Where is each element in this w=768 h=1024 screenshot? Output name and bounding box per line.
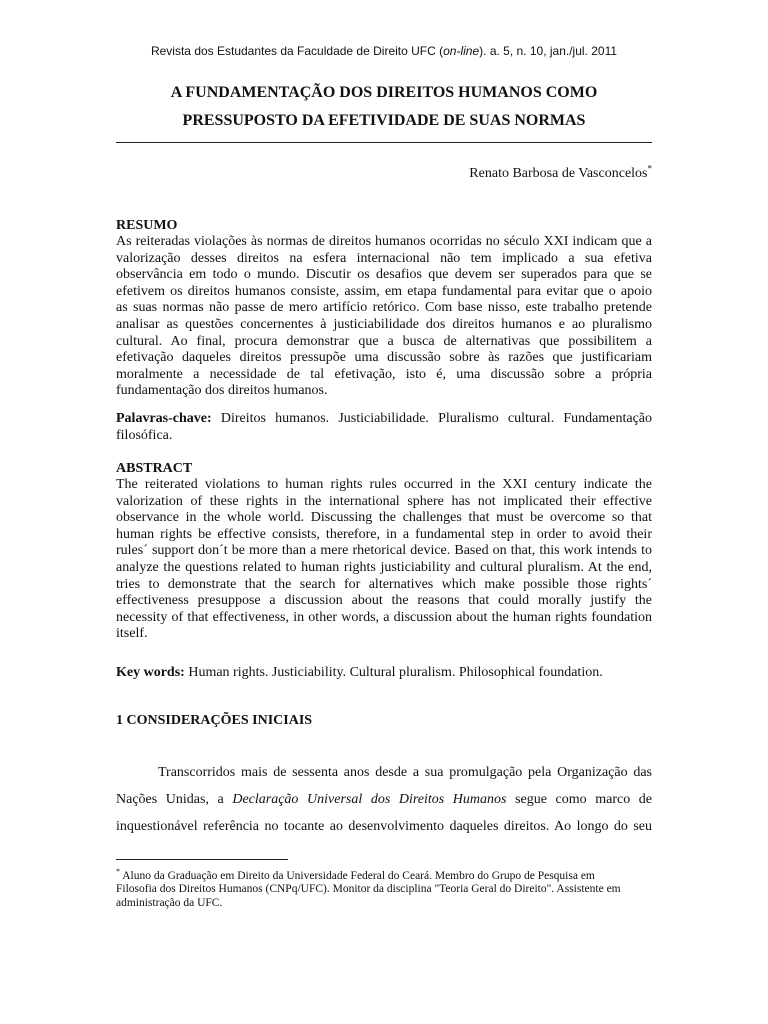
abstract-line: human rights be effective consists, therefore, in a fundamental step in order to avoid their <box>116 526 652 542</box>
resumo-heading: RESUMO <box>116 218 178 233</box>
body-line: Transcorridos mais de sessenta anos desde a sua promulgação pela Organização das <box>158 765 652 780</box>
paper-title-line-1: A FUNDAMENTAÇÃO DOS DIREITOS HUMANOS COMO <box>170 84 598 101</box>
resumo-line: observância em todo o mundo. Discutir os desafios que devem ser superados para que se <box>116 267 652 283</box>
paper-title-line-2: PRESSUPOSTO DA EFETIVIDADE DE SUAS NORMAS <box>182 112 586 129</box>
declaration-title: Declaração Universal dos Direitos Humanos <box>232 792 507 807</box>
abstract-line: observance in the whole world. Discussing the challenges that must be overcome so that <box>116 510 652 526</box>
key-words <box>116 665 652 682</box>
resumo-line: fundamentação dos direitos humanos. <box>116 383 328 399</box>
author-footnote-mark[interactable]: * <box>647 163 652 174</box>
abstract-line: analyze the questions related to human rights justiciability and cultural pluralism. At the end, <box>116 559 652 575</box>
author-name: Renato Barbosa de Vasconcelos <box>469 166 648 181</box>
palavras-chave-label: Palavras-chave: <box>116 411 212 426</box>
author-line <box>469 163 652 182</box>
journal-issue: ). a. 5, n. 10, jan./jul. 2011 <box>479 44 618 58</box>
journal-online-label: on-line <box>443 44 480 58</box>
palavras-chave <box>116 411 652 444</box>
resumo-line: cultural. Ao final, procura demonstrar que a busca de alternativas que possibilitem a <box>116 333 652 349</box>
abstract-line: itself. <box>116 626 148 642</box>
body-line-part: segue como marco de <box>506 792 652 807</box>
section-1-heading: 1 CONSIDERAÇÕES INICIAIS <box>116 713 313 728</box>
footnote-line: administração da UFC. <box>116 896 223 909</box>
footnote-mark: * <box>116 867 120 876</box>
resumo-line: valorização desses direitos na esfera internacional não tem implicado a sua efetiva <box>116 250 652 266</box>
section-1-body <box>116 759 652 840</box>
resumo-line: efetivem os direitos humanos consiste, assim, em etapa fundamental para evitar que o apoio <box>116 283 652 299</box>
abstract-heading: ABSTRACT <box>116 461 193 476</box>
abstract-line: tries to demonstrate that the search for alternatives which make possible those rights´ <box>116 576 652 592</box>
resumo-line: as suas normas não passe de mero artifício retórico. Com base nisso, este trabalho pretende <box>116 300 652 316</box>
resumo-line: efetivação daqueles direitos pressupõe uma discussão sobre às razões que justificariam <box>116 350 652 366</box>
body-line-part: Nações Unidas, a <box>116 792 233 807</box>
resumo-line: moralmente a necessidade de tal efetivação, isto é, uma discussão sobre a própria <box>116 366 652 382</box>
resumo-text <box>116 234 652 400</box>
palavras-chave-text: Direitos humanos. Justiciabilidade. Pluralismo cultural. Fundamentação <box>220 411 652 426</box>
abstract-line: The reiterated violations to human rights rules occurred in the XXI century indicate the <box>116 477 652 492</box>
abstract-line: necessity of that effectiveness, in other words, a discussion about the human rights foundation <box>116 609 652 625</box>
footnote-divider <box>116 859 288 860</box>
abstract-text <box>116 477 652 643</box>
journal-header <box>0 44 768 58</box>
resumo-line: analisar as questões concernentes à justiciabilidade dos direitos humanos e ao pluralismo <box>116 316 652 332</box>
footnote-line: Aluno da Graduação em Direito da Universidade Federal do Ceará. Membro do Grupo de Pesquisa em <box>120 869 595 882</box>
body-line: inquestionável referência no tocante ao desenvolvimento daqueles direitos. Ao longo do seu <box>116 819 652 834</box>
abstract-line: valorization of these rights in the international sphere has not implicated their effective <box>116 493 652 509</box>
key-words-label: Key words: <box>116 665 185 680</box>
title-divider <box>116 142 652 143</box>
resumo-line: As reiteradas violações às normas de direitos humanos ocorridas no século XXI indicam que a <box>116 234 652 249</box>
footnote-line: Filosofia dos Direitos Humanos (CNPq/UFC). Monitor da disciplina "Teoria Geral do Direito". Assistente em <box>116 883 621 896</box>
footnote <box>116 865 652 910</box>
key-words-text: Human rights. Justiciability. Cultural pluralism. Philosophical foundation. <box>188 665 603 680</box>
journal-name: Revista dos Estudantes da Faculdade de Direito UFC ( <box>150 44 444 58</box>
palavras-chave-text-cont: filosófica. <box>116 427 173 443</box>
abstract-line: rules´ support don´t be more than a mere rhetorical device. Based on that, this work intends to <box>116 543 652 559</box>
abstract-line: effectiveness presuppose a discussion about the reasons that could morally justify the <box>116 593 652 609</box>
